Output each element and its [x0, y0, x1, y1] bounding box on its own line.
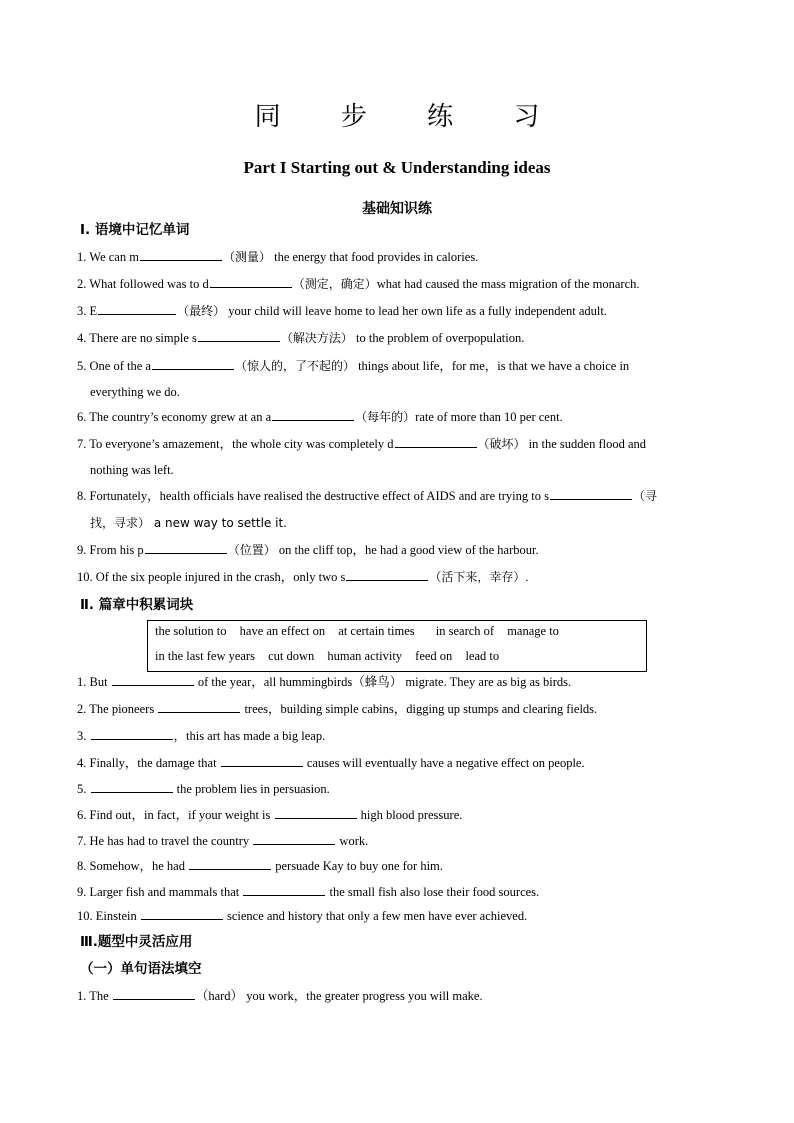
answer-blank[interactable]	[91, 726, 173, 740]
answer-blank[interactable]	[141, 906, 223, 920]
phrase: in the last few years	[155, 649, 255, 663]
answer-blank[interactable]	[152, 356, 234, 370]
s1-item-8-cont-text: 找，寻求） a new way to settle it.	[90, 516, 287, 530]
s2-item-10-text-c: science and history that only a few men have ever achieved.	[223, 909, 528, 923]
s1-item-6-hint: （每年的）	[355, 410, 416, 424]
s1-item-4-text-a: 4. There are no simple s	[77, 331, 197, 345]
phrase: manage to	[507, 624, 559, 638]
phrase-row-2	[155, 646, 509, 666]
section-3-heading: Ⅲ.题型中灵活应用	[80, 934, 193, 950]
s2-item-8-text-a: 8. Somehow，he had	[77, 859, 189, 873]
s2-item-8	[77, 856, 719, 876]
phrase: have an effect on	[239, 624, 326, 638]
section-2-heading: Ⅱ. 篇章中积累词块	[80, 597, 194, 613]
s1-item-6-text-c: rate of more than 10 per cent.	[415, 410, 563, 424]
phrase-box	[147, 620, 647, 672]
answer-blank[interactable]	[158, 699, 240, 713]
s1-item-8-cont	[90, 513, 732, 533]
answer-blank[interactable]	[210, 274, 292, 288]
s1-item-9-hint: （位置）	[227, 543, 276, 557]
s2-item-3-text-a: 3.	[77, 729, 90, 743]
s2-item-2-text-a: 2. The pioneers	[77, 702, 158, 716]
s2-item-6-text-c: high blood pressure.	[357, 808, 463, 822]
s1-item-8	[77, 486, 719, 506]
section-3-subheading: （一）单句语法填空	[80, 961, 202, 977]
s1-item-8-text-a: 8. Fortunately，health officials have realised the destructive effect of AIDS and are trying to s	[77, 489, 549, 503]
answer-blank[interactable]	[275, 805, 357, 819]
s1-item-1	[77, 247, 719, 267]
s2-item-3	[77, 726, 719, 746]
answer-blank[interactable]	[253, 831, 335, 845]
s1-item-3	[77, 301, 719, 321]
answer-blank[interactable]	[98, 301, 176, 315]
answer-blank[interactable]	[272, 407, 354, 421]
s1-item-10-hint: （活下来，幸存）	[429, 570, 526, 584]
answer-blank[interactable]	[113, 986, 195, 1000]
s2-item-2	[77, 699, 719, 719]
s1-item-9	[77, 540, 719, 560]
s2-item-7-text-c: work.	[336, 834, 369, 848]
s3-item-1-text-c: you work，the greater progress you will make.	[243, 989, 483, 1003]
s1-item-9-text-a: 9. From his p	[77, 543, 144, 557]
s1-item-5-cont: everything we do.	[90, 385, 180, 399]
s2-item-1-text-a: 1. But	[77, 675, 111, 689]
answer-blank[interactable]	[221, 753, 303, 767]
s1-item-7-text-a: 7. To everyone’s amazement，the whole city was completely d	[77, 437, 394, 451]
sub-title: 基础知识练	[362, 201, 432, 217]
s2-item-7	[77, 831, 719, 851]
s1-item-6	[77, 407, 719, 427]
phrase: lead to	[465, 649, 500, 663]
s2-item-5-text-c: the problem lies in persuasion.	[173, 782, 330, 796]
s1-item-5-text-c: things about life，for me，is that we have a choice in	[354, 359, 630, 373]
s1-item-4-hint: （解决方法）	[280, 331, 353, 345]
s1-item-2-text-a: 2. What followed was to d	[77, 277, 209, 291]
answer-blank[interactable]	[198, 328, 280, 342]
answer-blank[interactable]	[91, 779, 173, 793]
s2-item-6	[77, 805, 719, 825]
s2-item-9	[77, 882, 719, 902]
s2-item-3-text-c: ，this art has made a big leap.	[173, 729, 326, 743]
s1-item-3-text-c: your child will leave home to lead her own life as a fully independent adult.	[225, 304, 607, 318]
phrase: cut down	[268, 649, 315, 663]
s1-item-4-text-c: to the problem of overpopulation.	[352, 331, 525, 345]
s1-item-10-text-c: .	[525, 570, 529, 584]
s1-item-7-text-c: in the sudden flood and	[525, 437, 646, 451]
s1-item-3-text-a: 3. E	[77, 304, 98, 318]
answer-blank[interactable]	[145, 540, 227, 554]
s2-item-5	[77, 779, 719, 799]
s1-item-6-text-a: 6. The country’s economy grew at an a	[77, 410, 272, 424]
section-1-heading: Ⅰ. 语境中记忆单词	[80, 222, 190, 238]
s1-item-7-cont: nothing was left.	[90, 463, 174, 477]
s1-item-10-text-a: 10. Of the six people injured in the crash，only two s	[77, 570, 346, 584]
s1-item-7	[77, 434, 719, 454]
s1-item-5	[77, 356, 719, 376]
s3-item-1	[77, 986, 719, 1006]
s2-item-10-text-a: 10. Einstein	[77, 909, 140, 923]
s1-item-8-hint: （寻	[632, 489, 657, 503]
s2-item-2-text-c: trees，building simple cabins，digging up stumps and clearing fields.	[241, 702, 598, 716]
s2-item-6-text-a: 6. Find out，in fact，if your weight is	[77, 808, 274, 822]
s2-item-4-text-c: causes will eventually have a negative effect on people.	[303, 756, 585, 770]
s1-item-1-hint: （测量）	[222, 250, 271, 264]
s1-item-2	[77, 274, 719, 294]
s1-item-5-hint: （惊人的，了不起的）	[234, 359, 355, 373]
s2-item-1-text-c: of the year，all hummingbirds（蜂鸟） migrate. They are as big as birds.	[194, 675, 572, 689]
s1-item-1-text-a: 1. We can m	[77, 250, 139, 264]
s2-item-4-text-a: 4. Finally，the damage that	[77, 756, 220, 770]
s2-item-4	[77, 753, 719, 773]
answer-blank[interactable]	[243, 882, 325, 896]
s3-item-1-text-a: 1. The	[77, 989, 112, 1003]
s1-item-10	[77, 567, 719, 587]
s1-item-1-text-c: the energy that food provides in calories.	[270, 250, 479, 264]
s1-item-9-text-c: on the cliff top，he had a good view of the harbour.	[275, 543, 539, 557]
s2-item-10	[77, 906, 719, 926]
s2-item-7-text-a: 7. He has had to travel the country	[77, 834, 253, 848]
answer-blank[interactable]	[140, 247, 222, 261]
s2-item-9-text-a: 9. Larger fish and mammals that	[77, 885, 243, 899]
s2-item-5-text-a: 5.	[77, 782, 90, 796]
phrase-row-1	[155, 621, 569, 641]
page-title: 同 步 练 习	[254, 102, 566, 132]
s1-item-3-hint: （最终）	[177, 304, 226, 318]
answer-blank[interactable]	[550, 486, 632, 500]
phrase: the solution to	[155, 624, 227, 638]
answer-blank[interactable]	[112, 672, 194, 686]
s1-item-2-hint: （测定，确定）	[292, 277, 377, 291]
answer-blank[interactable]	[189, 856, 271, 870]
s1-item-7-hint: （破坏）	[477, 437, 526, 451]
s2-item-9-text-c: the small fish also lose their food sources.	[326, 885, 540, 899]
phrase: feed on	[415, 649, 453, 663]
s1-item-2-text-c: what had caused the mass migration of the monarch.	[376, 277, 640, 291]
s1-item-4	[77, 328, 719, 348]
phrase: in search of	[435, 624, 495, 638]
answer-blank[interactable]	[346, 567, 428, 581]
part-title: Part I Starting out & Understanding ideas	[243, 158, 551, 177]
phrase: human activity	[327, 649, 403, 663]
answer-blank[interactable]	[395, 434, 477, 448]
s2-item-1	[77, 672, 719, 692]
phrase: at certain times	[338, 624, 415, 638]
s3-item-1-hint: （hard）	[195, 989, 244, 1003]
s1-item-5-text-a: 5. One of the a	[77, 359, 151, 373]
s2-item-8-text-c: persuade Kay to buy one for him.	[272, 859, 443, 873]
